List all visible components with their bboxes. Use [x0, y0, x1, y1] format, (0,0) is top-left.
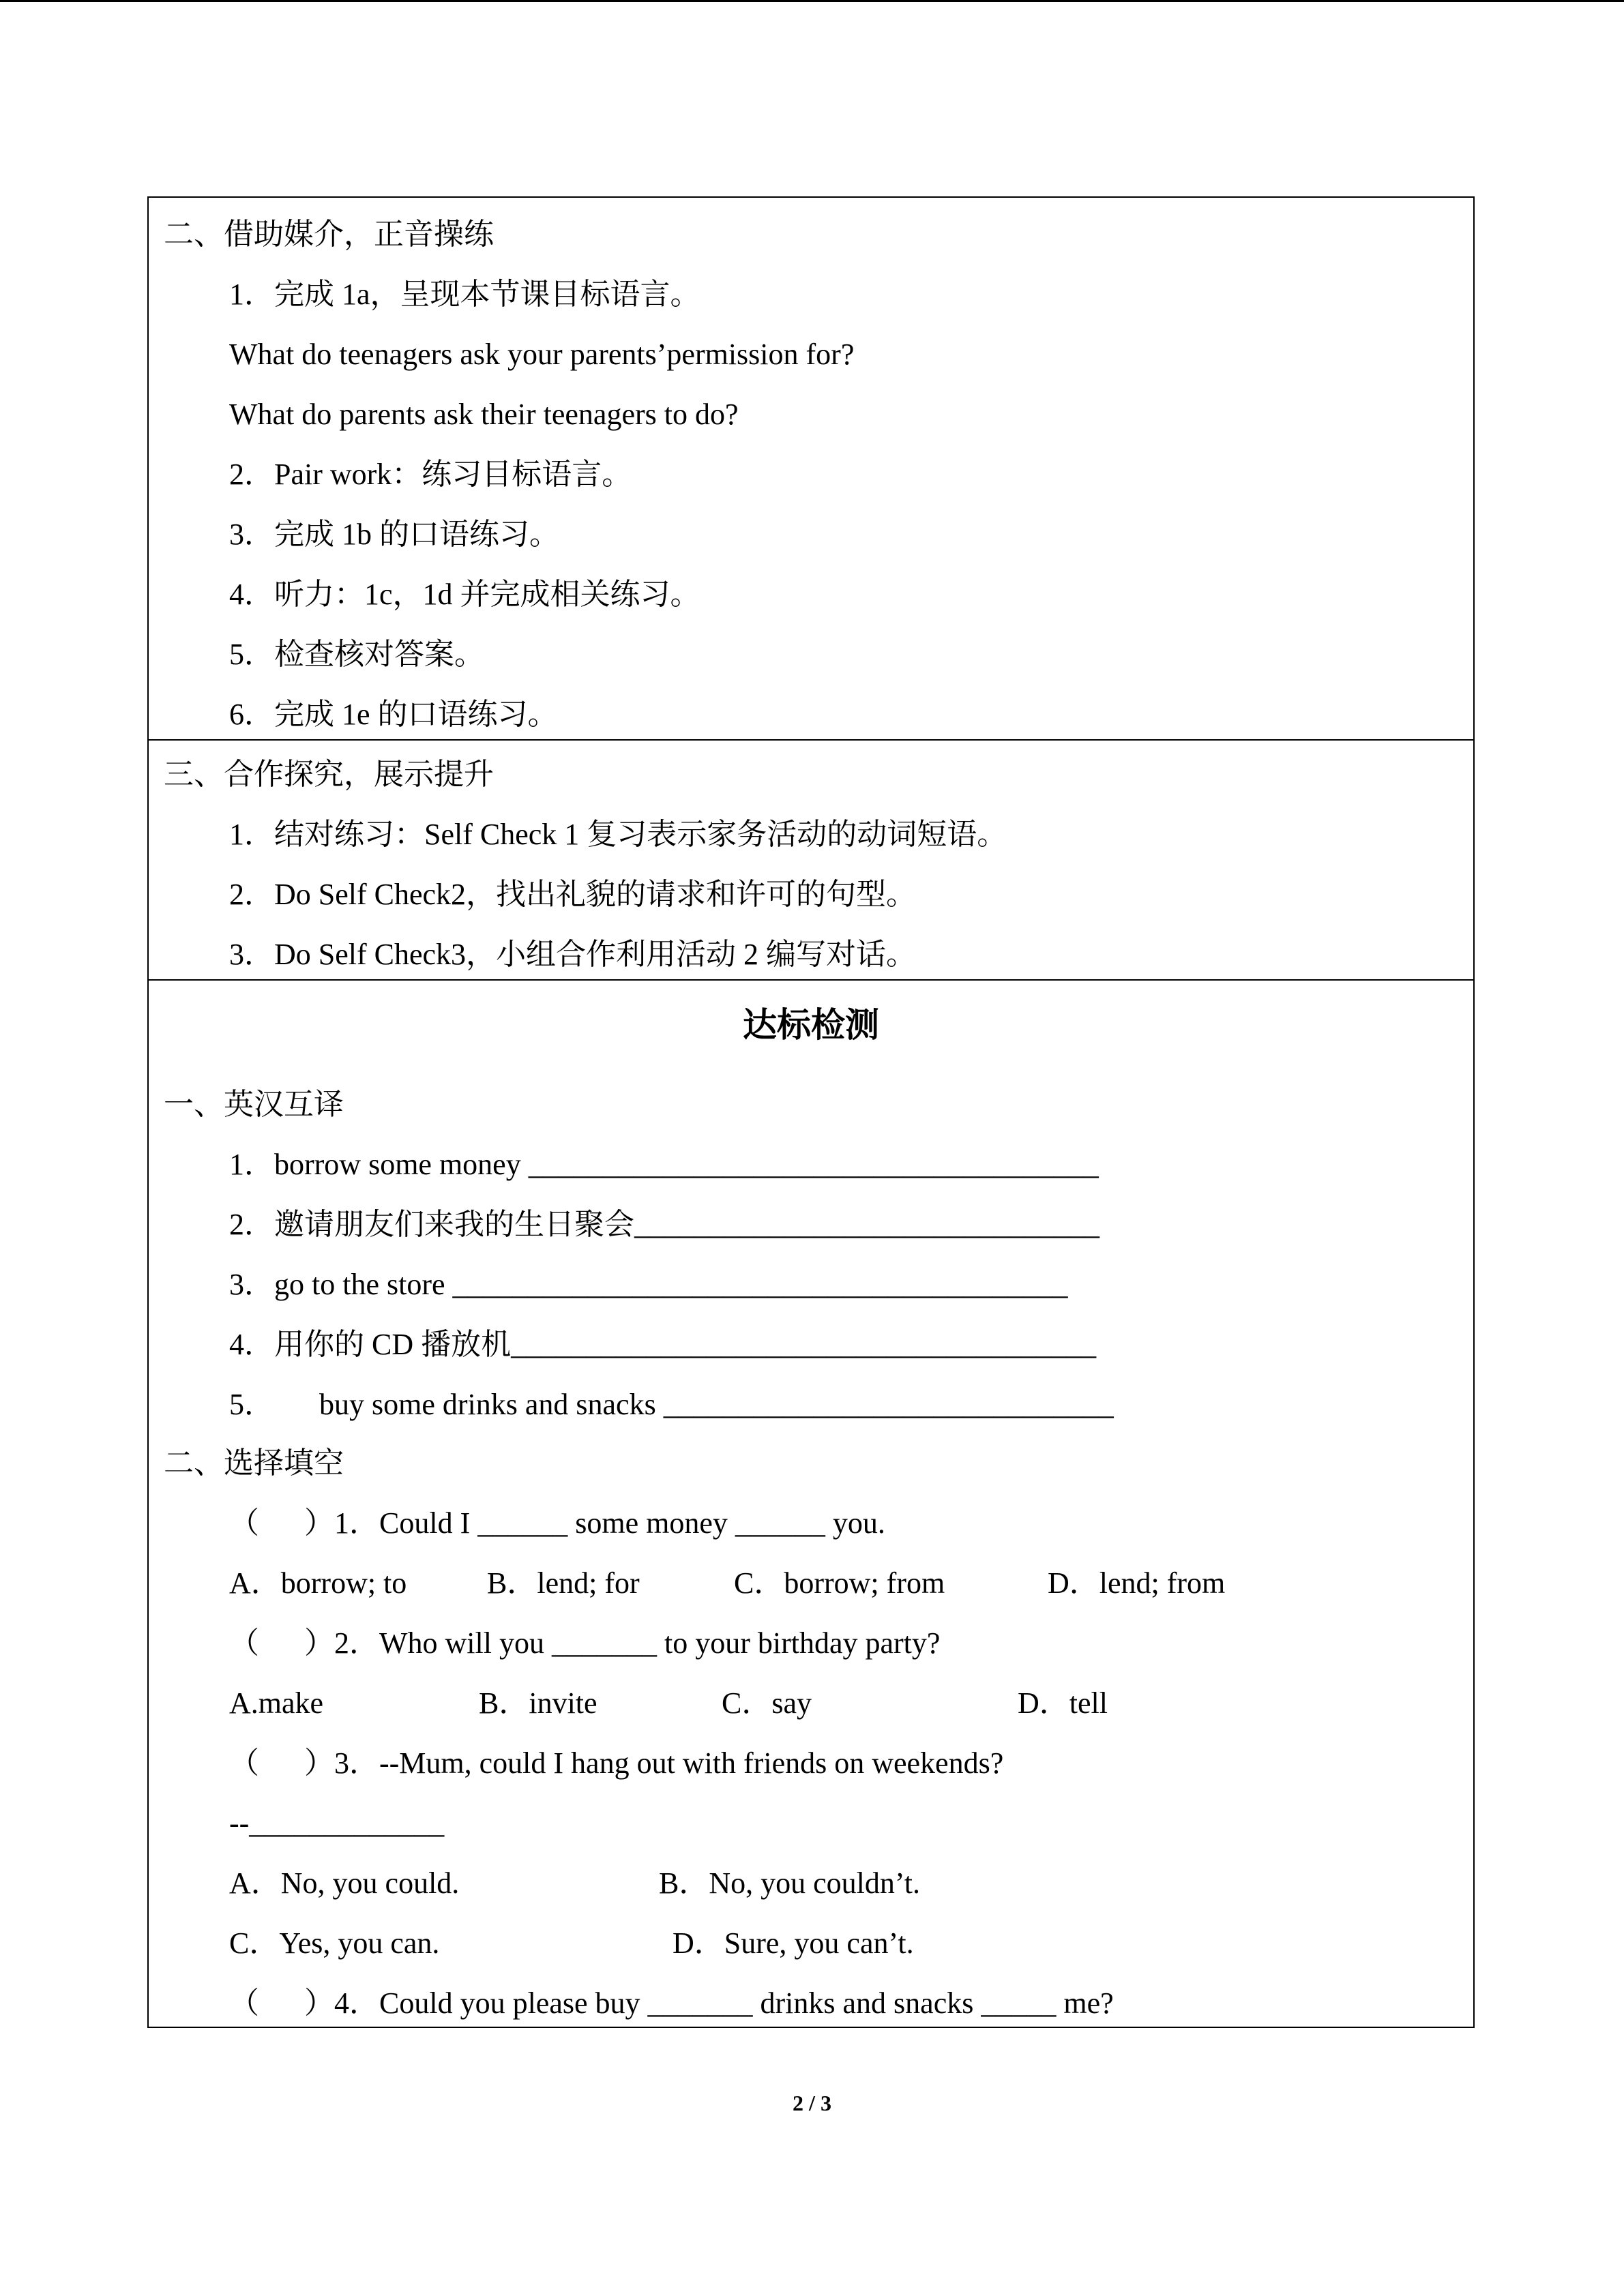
translation-item-2: 2．邀请朋友们来我的生日聚会_______________________________	[229, 1208, 1099, 1241]
part1-heading: 一、英汉互译	[164, 1088, 344, 1121]
worksheet-table	[147, 196, 1475, 2028]
test-title: 达标检测	[743, 1005, 879, 1045]
q3-answer-blank: --_____________	[229, 1806, 445, 1840]
section2-item-6: 4．听力：1c，1d 并完成相关练习。	[229, 578, 700, 611]
q2-option-b: B．invite	[479, 1686, 597, 1720]
question-2: （ ）2．Who will you _______ to your birthday party?	[229, 1626, 941, 1660]
q1-option-c: C．borrow; from	[734, 1566, 945, 1600]
section3-heading: 三、合作探究，展示提升	[164, 758, 494, 791]
question-4: （ ）4．Could you please buy _______ drinks and snacks _____ me?	[229, 1986, 1114, 2020]
section2-item-3: What do parents ask their teenagers to do?	[229, 398, 739, 431]
translation-item-5: 5． buy some drinks and snacks ______________________________	[229, 1388, 1114, 1421]
section3-item-2: 2．Do Self Check2，找出礼貌的请求和许可的句型。	[229, 878, 917, 911]
translation-item-3: 3．go to the store _________________________________________	[229, 1268, 1068, 1301]
section3-item-3: 3．Do Self Check3，小组合作利用活动 2 编写对话。	[229, 938, 917, 971]
q3-option-a: A．No, you could.	[229, 1866, 460, 1900]
question-1: （ ）1．Could I ______ some money ______ you.	[229, 1506, 885, 1540]
q2-option-d: D．tell	[1018, 1686, 1108, 1720]
section2-item-7: 5．检查核对答案。	[229, 638, 484, 671]
section2-item-2: What do teenagers ask your parents’permission for?	[229, 338, 855, 371]
translation-item-1: 1．borrow some money ______________________________________	[229, 1148, 1099, 1181]
section2-item-1: 1．完成 1a，呈现本节课目标语言。	[229, 278, 700, 311]
section2-item-8: 6．完成 1e 的口语练习。	[229, 698, 558, 731]
translation-item-4: 4．用你的 CD 播放机_______________________________________	[229, 1328, 1097, 1361]
row-divider	[149, 979, 1473, 981]
q3-option-c: C．Yes, you can.	[229, 1926, 440, 1960]
part2-heading: 二、选择填空	[164, 1446, 344, 1480]
q2-option-c: C．say	[722, 1686, 812, 1720]
q3-option-d: D．Sure, you can’t.	[673, 1926, 914, 1960]
row-divider	[149, 739, 1473, 741]
q2-option-a: A.make	[229, 1686, 324, 1720]
section2-item-4: 2．Pair work：练习目标语言。	[229, 458, 632, 491]
q1-option-a: A．borrow; to	[229, 1566, 407, 1600]
section2-heading: 二、借助媒介，正音操练	[164, 218, 494, 251]
question-3: （ ）3．--Mum, could I hang out with friends on weekends?	[229, 1746, 1004, 1780]
q3-option-b: B．No, you couldn’t.	[659, 1866, 920, 1900]
section3-item-1: 1．结对练习：Self Check 1 复习表示家务活动的动词短语。	[229, 818, 1007, 851]
section2-item-5: 3．完成 1b 的口语练习。	[229, 518, 559, 551]
q1-option-d: D．lend; from	[1048, 1566, 1226, 1600]
top-border	[0, 0, 1624, 2]
q1-option-b: B．lend; for	[487, 1566, 640, 1600]
page-number: 2 / 3	[793, 2091, 831, 2115]
